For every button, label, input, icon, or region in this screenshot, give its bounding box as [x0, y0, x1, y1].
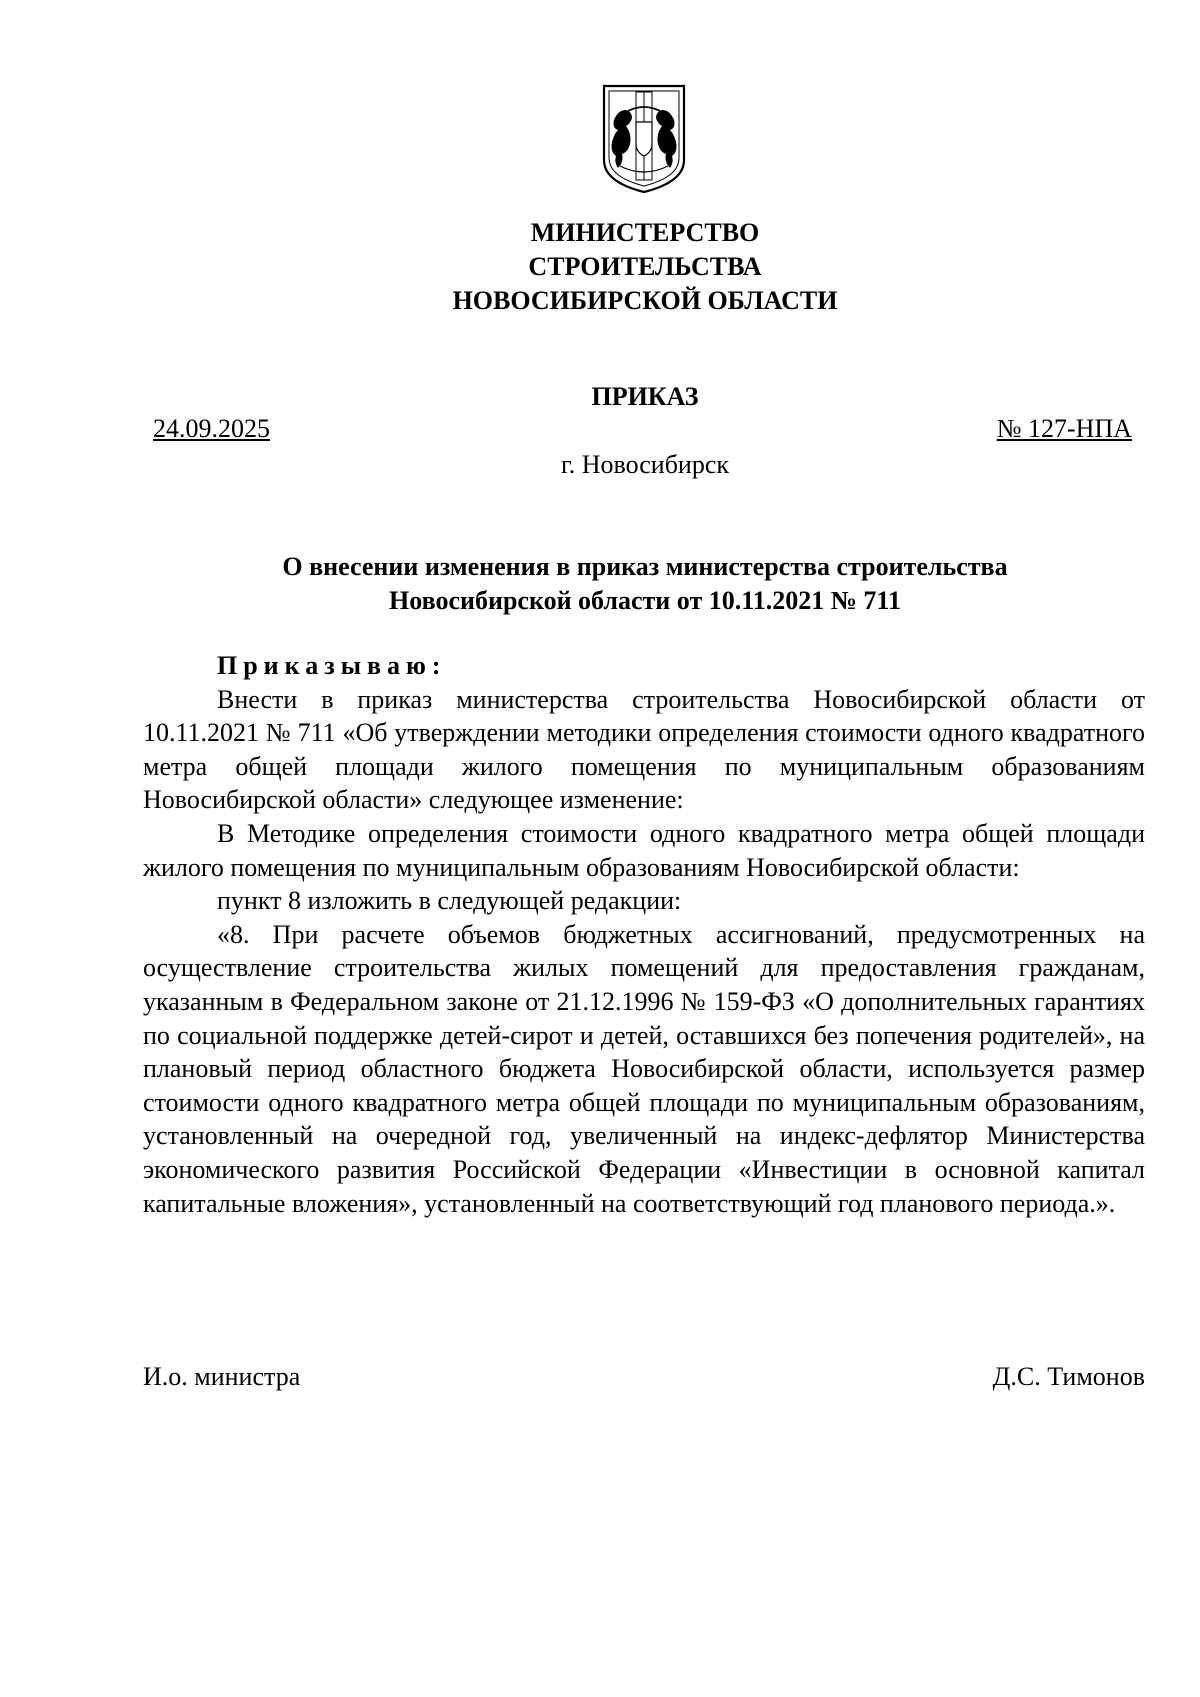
order-subject [0, 550, 1200, 618]
order-number: № 127-НПА [996, 414, 1132, 443]
ministry-line-2: СТРОИТЕЛЬСТВА [528, 252, 762, 281]
order-body [143, 649, 1145, 1220]
subject-line-1: О внесении изменения в приказ министерства строительства [282, 552, 1008, 581]
signatory-name: Д.С. Тимонов [992, 1362, 1145, 1391]
order-city: г. Новосибирск [560, 450, 730, 479]
ministry-name [0, 216, 1200, 318]
signatory-title: И.о. министра [143, 1362, 301, 1391]
body-paragraph-2: В Методике определения стоимости одного квадратного метра общей площади жилого помещения по муниципальным образованиям Новосибирской области: [143, 818, 1145, 882]
subject-line-2: Новосибирской области от 10.11.2021 № 711 [389, 586, 901, 615]
order-date: 24.09.2025 [153, 414, 270, 443]
ministry-line-3: НОВОСИБИРСКОЙ ОБЛАСТИ [452, 286, 838, 315]
body-paragraph-4: «8. При расчете объемов бюджетных ассигнований, предусмотренных на осуществление строительства жилых помещений для предоставления гражданам, указанным в Федеральном законе от 21.12.1996 № 159-ФЗ «О дополнительных гарантиях по социальной поддержке детей-сирот и детей, оставшихся без попечения родителей», на плановый период областного бюджета Новосибирской области, используется размер стоимости одного квадратного метра общей площади по муниципальным образованиям, установленный на очередной год, увеличенный на индекс-дефлятор Министерства экономического развития Российской Федерации «Инвестиции в основной капитал капитальные вложения», установленный на соответствующий год планового периода.». [143, 919, 1145, 1218]
order-directive: Приказываю: [217, 651, 447, 680]
ministry-line-1: МИНИСТЕРСТВО [530, 218, 760, 247]
novosibirsk-coat-of-arms-icon [600, 82, 688, 194]
body-paragraph-1: Внести в приказ министерства строительства Новосибирской области от 10.11.2021 № 711 «Об утверждении методики определения стоимости одного квадратного метра общей площади жилого помещения по муниципальным образованиям Новосибирской области» следующее изменение: [143, 684, 1145, 815]
body-paragraph-3: пункт 8 изложить в следующей редакции: [217, 886, 682, 916]
order-title: ПРИКАЗ [591, 382, 699, 411]
